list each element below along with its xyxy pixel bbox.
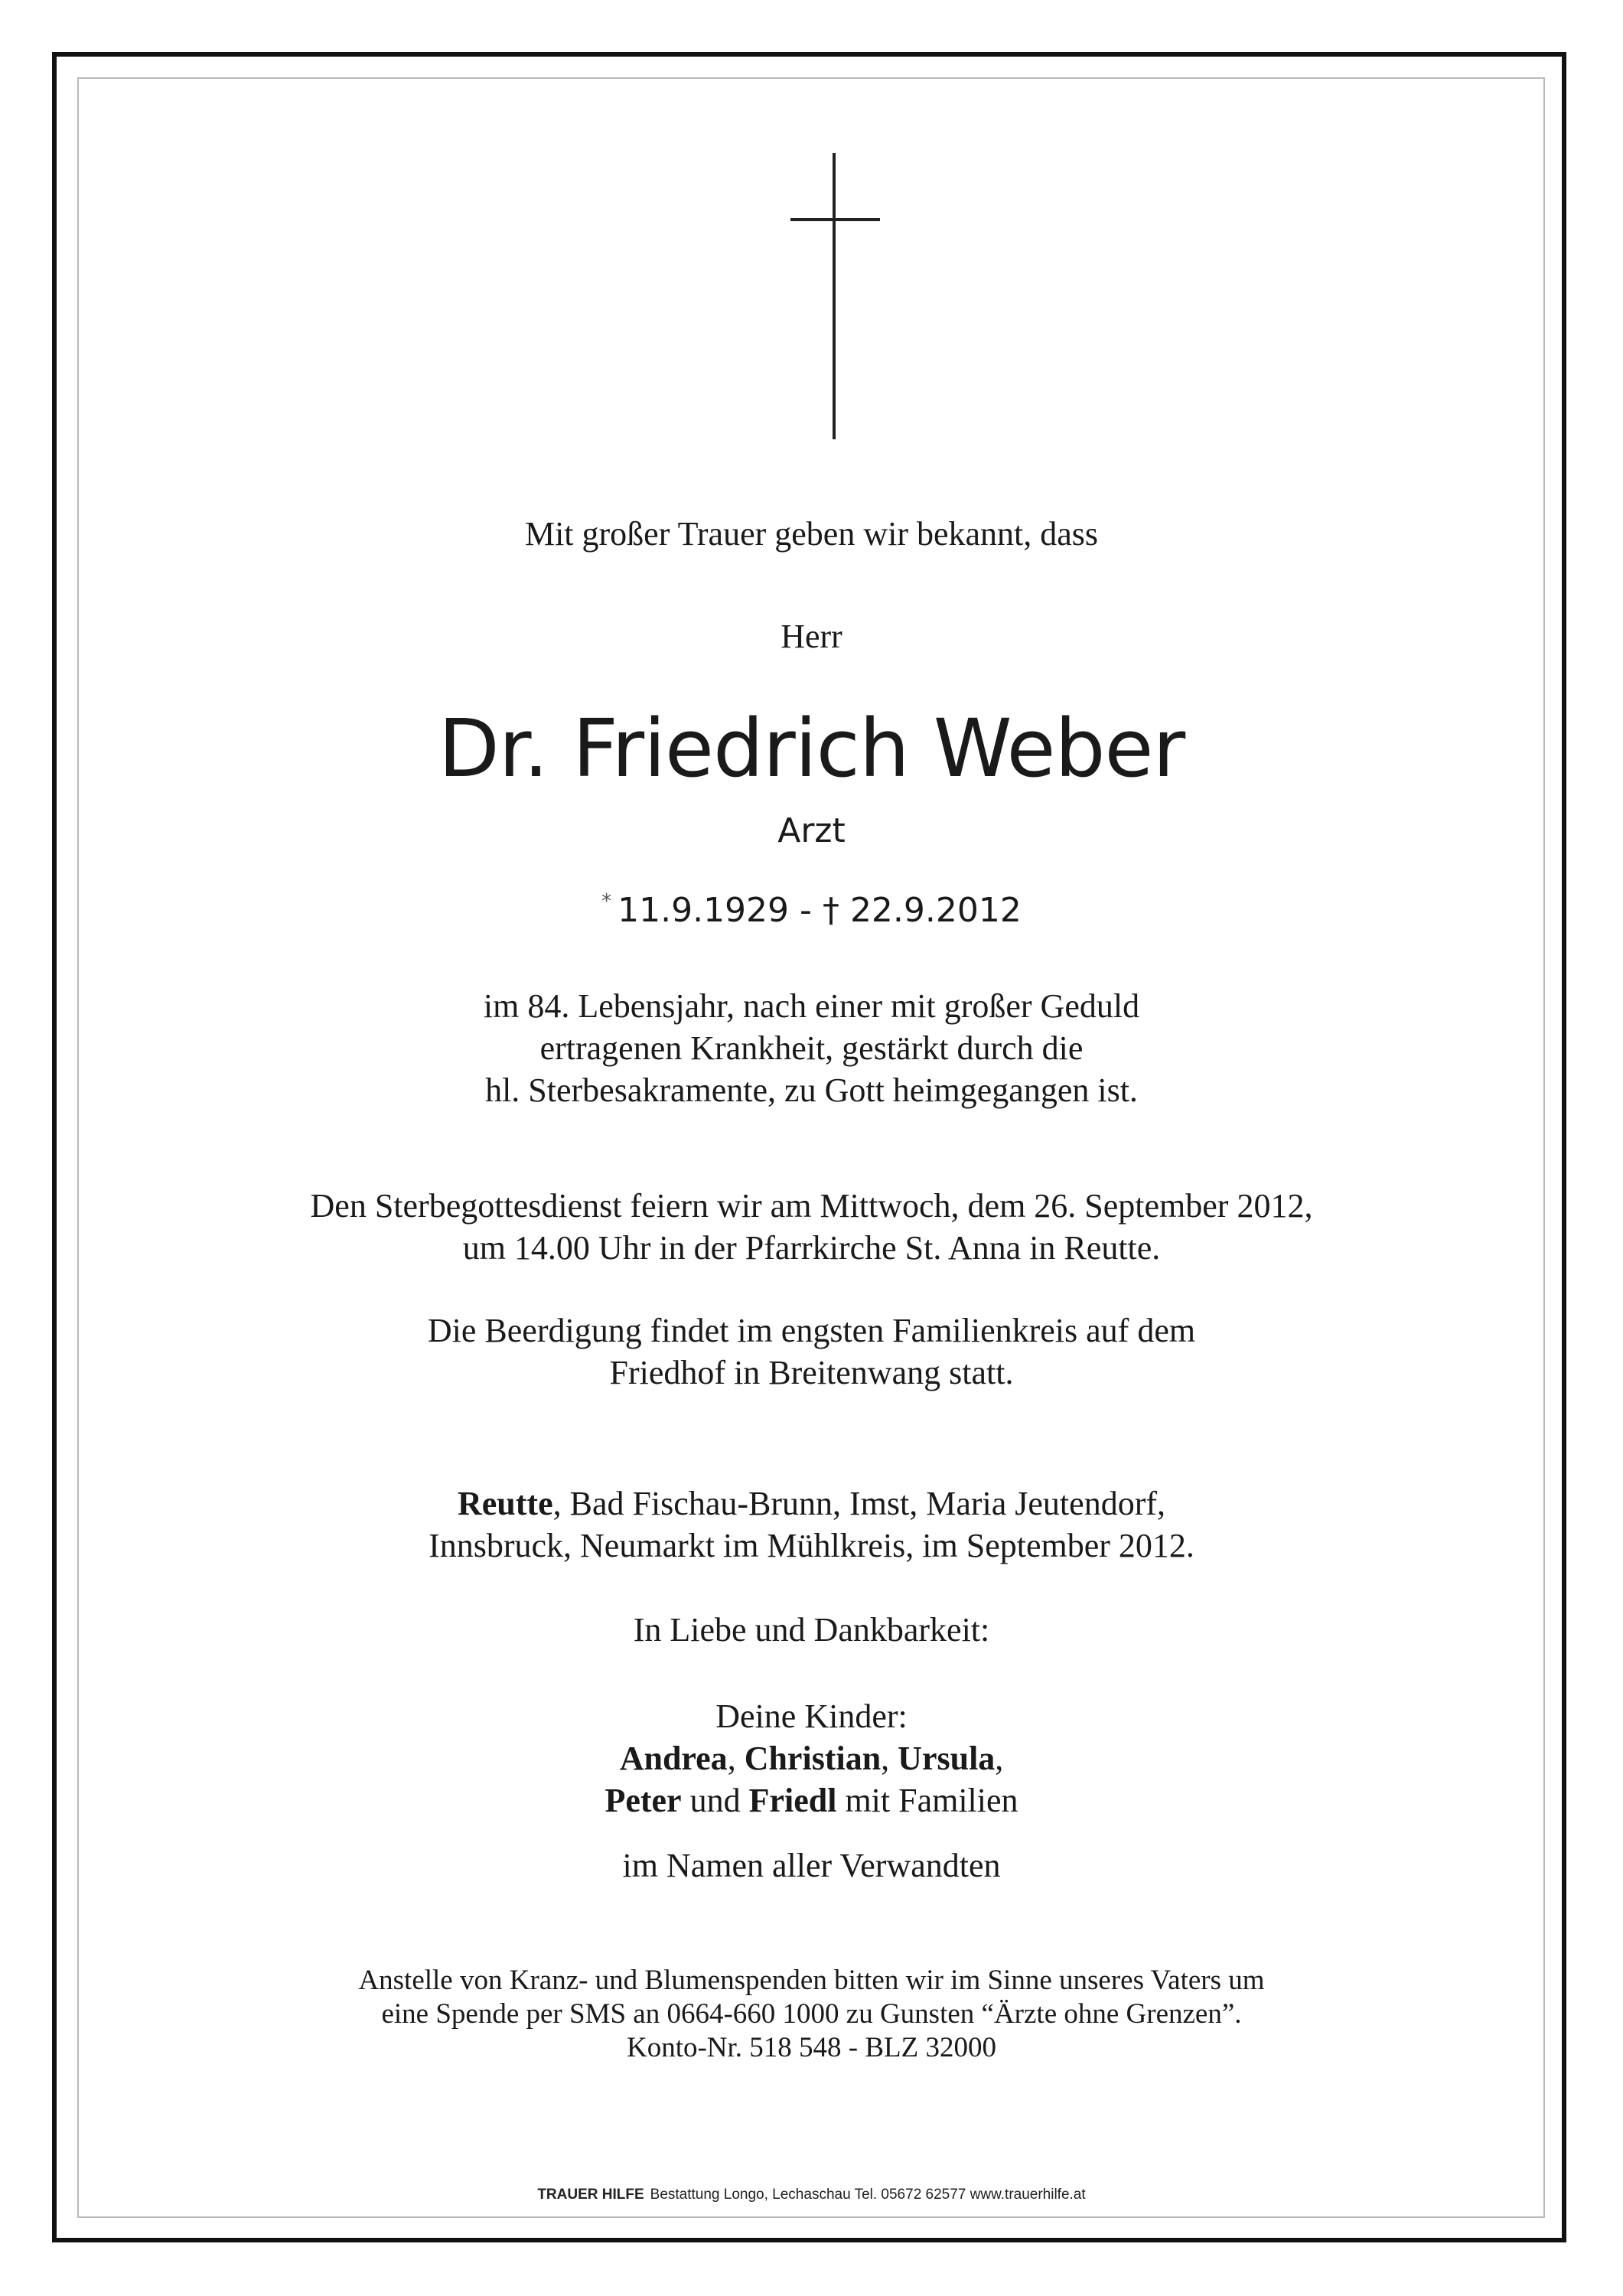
cross-icon (781, 150, 903, 441)
child-name: Friedl (748, 1782, 837, 1819)
donation-line-1: Anstelle von Kranz- und Blumenspenden bitten wir im Sinne unseres Vaters um (358, 1965, 1265, 1996)
passing-line-3: hl. Sterbesakramente, zu Gott heimgegangen ist. (485, 1071, 1138, 1109)
footer (0, 2186, 1623, 2204)
salutation: Herr (781, 618, 842, 655)
places-line-1 (0, 1482, 1623, 1525)
child-name: Christian (744, 1740, 882, 1777)
footer-text: Bestattung Longo, Lechaschau Tel. 05672 62577 www.trauerhilfe.at (650, 2187, 1086, 2203)
place-reutte: Reutte (457, 1485, 553, 1522)
children-tail: mit Familien (836, 1782, 1018, 1819)
children-line-2 (0, 1779, 1623, 1822)
child-name: Ursula (898, 1740, 996, 1777)
children-line-1 (0, 1737, 1623, 1780)
deceased-name: Dr. Friedrich Weber (438, 702, 1185, 795)
footer-brand: TRAUER HILFE (537, 2187, 644, 2203)
name-separator: und (681, 1782, 749, 1819)
birth-symbol: * (601, 890, 612, 913)
gratitude: In Liebe und Dankbarkeit: (633, 1611, 990, 1649)
passing-line-2: ertragenen Krankheit, gestärkt durch die (539, 1029, 1084, 1067)
child-name: Andrea (619, 1740, 728, 1777)
death-symbol: † (822, 891, 839, 930)
profession: Arzt (777, 811, 846, 850)
death-date: 22.9.2012 (849, 891, 1022, 930)
passing-line-1: im 84. Lebensjahr, nach einer mit großer Geduld (483, 987, 1140, 1025)
children-heading: Deine Kinder: (715, 1698, 908, 1735)
service-line-1: Den Sterbegottesdienst feiern wir am Mittwoch, dem 26. September 2012, (310, 1187, 1313, 1225)
name-separator: , (995, 1740, 1004, 1777)
burial-line-1: Die Beerdigung findet im engsten Familienkreis auf dem (427, 1312, 1196, 1349)
name-separator: , (881, 1740, 898, 1777)
service-line-2: um 14.00 Uhr in der Pfarrkirche St. Anna in Reutte. (462, 1229, 1161, 1267)
places-line-2: Innsbruck, Neumarkt im Mühlkreis, im September 2012. (429, 1527, 1194, 1564)
name-separator: , (727, 1740, 745, 1777)
donation-line-3: Konto-Nr. 518 548 - BLZ 32000 (626, 2032, 997, 2063)
burial-line-2: Friedhof in Breitenwang statt. (609, 1354, 1014, 1391)
birth-date: 11.9.1929 (618, 891, 790, 930)
child-name: Peter (605, 1782, 682, 1819)
places-rest: , Bad Fischau-Brunn, Imst, Maria Jeutendorf, (552, 1485, 1165, 1522)
date-separator: - (800, 891, 812, 930)
intro-text: Mit großer Trauer geben wir bekannt, dass (524, 515, 1099, 553)
relatives: im Namen aller Verwandten (622, 1847, 1001, 1884)
donation-line-2: eine Spende per SMS an 0664-660 1000 zu Gunsten “Ärzte ohne Grenzen”. (381, 1998, 1242, 2030)
life-dates (0, 880, 1623, 932)
